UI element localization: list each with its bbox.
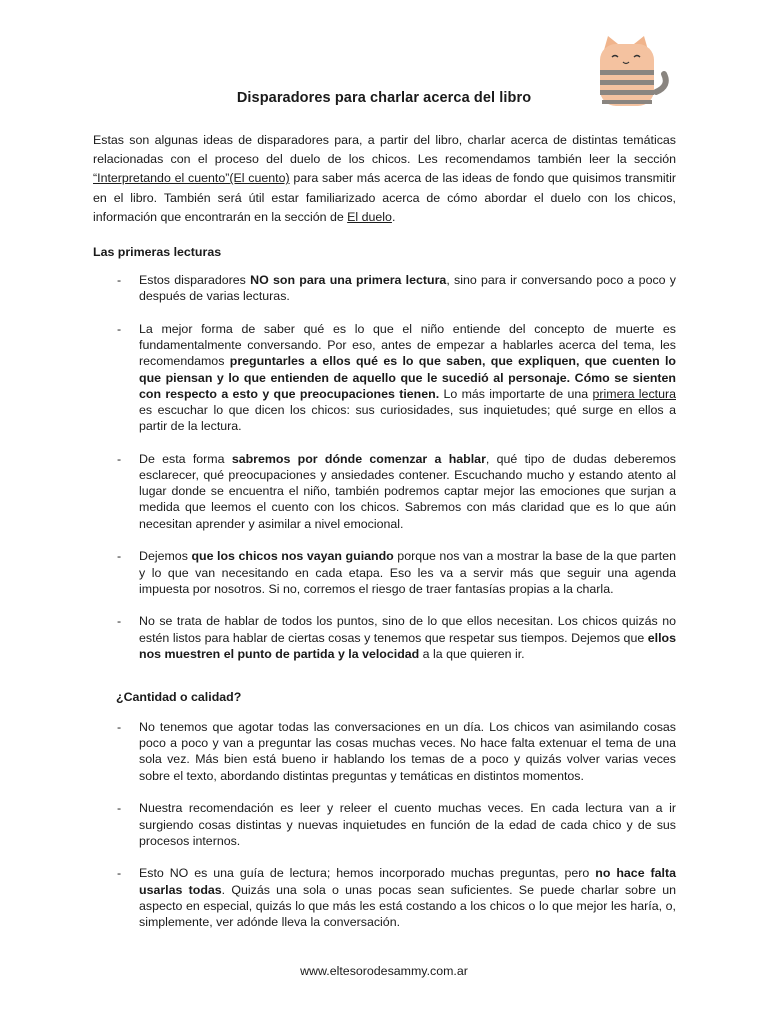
link-primera-lectura[interactable]: primera lectura bbox=[592, 386, 676, 401]
section-heading-cantidad-o-calidad: ¿Cantidad o calidad? bbox=[116, 690, 242, 704]
list-item: - No se trata de hablar de todos los puntos, sino de lo que ellos necesitan. Los chicos quizás no estén listos para hablar de ciertas cosas y tenemos que respetar sus tiempos. Dejemos que ellos nos muestren el punto de partida y la velocidad a la que quieren ir. bbox=[93, 613, 676, 662]
list-item: - No tenemos que agotar todas las conversaciones en un día. Los chicos van asimilando cosas poco a poco y van a preguntar las cosas muchas veces. No hace falta extenuar el tema de una sola vez. Más bien está bueno ir hablando los temas de a poco y quizás volver varias veces sobre el texto, abordando distintas preguntas y temáticas en distintos momentos. bbox=[93, 719, 676, 784]
section-heading-primeras-lecturas: Las primeras lecturas bbox=[93, 245, 222, 259]
list-item: - La mejor forma de saber qué es lo que el niño entiende del concepto de muerte es fundamentalmente conversando. Por eso, antes de empezar a hablarles acerca del tema, les recomendamos preguntarles a ellos qué es lo que saben, que expliquen, que cuenten lo que piensan y lo que entienden de aquello que le sucedió al personaje. Cómo se sienten con respecto a esto y que preocupaciones tienen. Lo más importarte de una primera lectura es escuchar lo que dicen los chicos: sus curiosidades, sus inquietudes; qué surge en ellos a partir de la lectura. bbox=[93, 321, 676, 434]
list-item: - Esto NO es una guía de lectura; hemos incorporado muchas preguntas, pero no hace falta usarlas todas. Quizás una sola o unas pocas sean suficientes. Se puede charlar sobre un aspecto en especial, quizás lo que más les está costando a los chicos o lo que mejor les haría, o, simplemente, ver adónde lleva la conversación. bbox=[93, 865, 676, 930]
page-title: Disparadores para charlar acerca del libro bbox=[236, 90, 532, 106]
list-cantidad-o-calidad bbox=[93, 719, 676, 947]
link-el-duelo[interactable]: El duelo bbox=[347, 209, 392, 224]
intro-paragraph bbox=[93, 131, 676, 227]
list-item: - De esta forma sabremos por dónde comenzar a hablar, qué tipo de dudas deberemos esclarecer, qué preocupaciones y ansiedades contener. Escuchando mucho y estando atento al lugar donde se encuentra el niño, también podremos captar mejor las emociones que surjan a medida que leemos el cuento con los chicos. Sabremos con más claridad que es lo que aún necesitan aprender y asimilar a nivel emocional. bbox=[93, 451, 676, 532]
list-item: - Estos disparadores NO son para una primera lectura, sino para ir conversando poco a poco y después de varias lecturas. bbox=[93, 272, 676, 304]
intro-text-2: para saber más acerca de las ideas de fondo que quisimos transmitir en el libro. También será útil estar familiarizado acerca de cómo abordar el duelo con los chicos, información que encontrarán en la sección de bbox=[93, 171, 676, 224]
list-item: - Dejemos que los chicos nos vayan guiando porque nos van a mostrar la base de la que parten y lo que van necesitando en cada etapa. Eso les va a servir más que seguir una agenda impuesta por nosotros. Si no, corremos el riesgo de traer fantasías propias a la charla. bbox=[93, 548, 676, 597]
footer-url[interactable]: www.eltesorodesammy.com.ar bbox=[300, 964, 468, 978]
list-primeras-lecturas bbox=[93, 272, 676, 679]
intro-text-1: Estas son algunas ideas de disparadores para, a partir del libro, charlar acerca de distintas temáticas relacionadas con el proceso del duelo de los chicos. Les recomendamos también leer la sección bbox=[93, 133, 676, 167]
link-interpretando-el-cuento[interactable]: “Interpretando el cuento”(El cuento) bbox=[93, 171, 290, 186]
intro-text-3: . bbox=[391, 209, 396, 224]
list-item: - Nuestra recomendación es leer y releer el cuento muchas veces. En cada lectura van a ir surgiendo cosas distintas y nuevas inquietudes en función de la edad de cada chico y de sus procesos internos. bbox=[93, 800, 676, 849]
